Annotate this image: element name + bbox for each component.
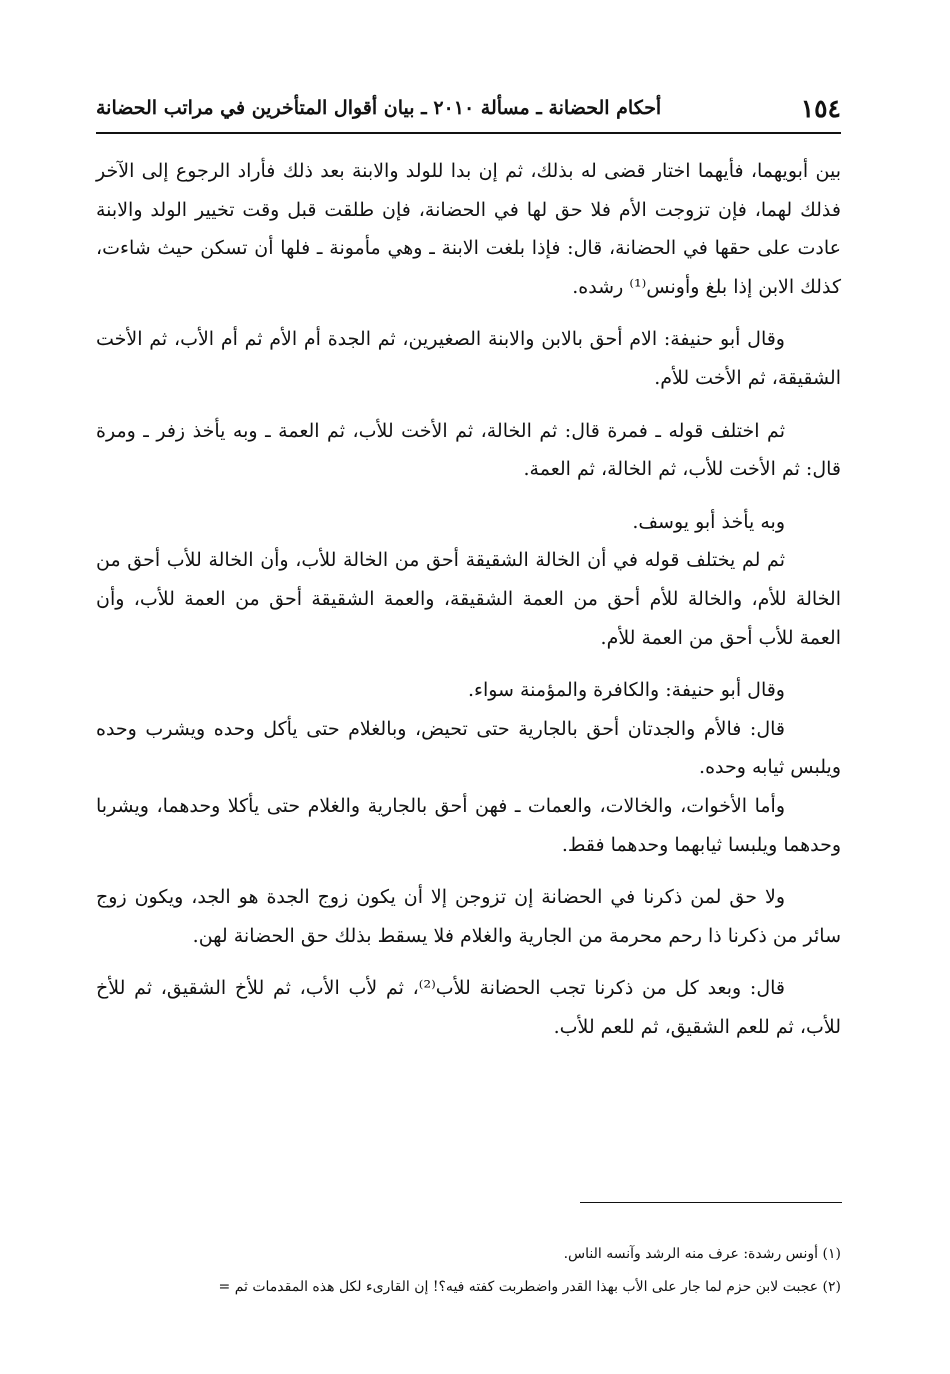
footnote-separator — [580, 1202, 842, 1203]
paragraph: وقال أبو حنيفة: والكافرة والمؤمنة سواء. — [467, 679, 785, 702]
running-title: أحكام الحضانة ـ مسألة ٢٠١٠ ـ بيان أقوال المتأخرين في مراتب الحضانة — [96, 97, 662, 119]
paragraph: وبه يأخذ أبو يوسف. — [632, 510, 785, 533]
main-text — [96, 152, 841, 1046]
paragraph: ولا حق لمن ذكرنا في الحضانة إن تزوجن إلا أن يكون زوج الجدة هو الجد، ويكون زوج سائر من ذكرنا ذا رحم محرمة من الجارية والغلام فلا يسقط بذلك حق الحضانة لهن. — [96, 886, 841, 947]
footnotes — [60, 1238, 841, 1304]
paragraph: وقال أبو حنيفة: الام أحق بالابن والابنة الصغيرين، ثم الجدة أم الأم ثم أم الأب، ثم الأخت الشقيقة، ثم الأخت للأم. — [96, 328, 841, 389]
paragraph: قال: وبعد كل من ذكرنا تجب الحضانة للأب⁽²⁾، ثم لأب الأب، ثم للأخ الشقيق، ثم للأخ للأب، ثم للعم الشقيق، ثم للعم للأب. — [96, 977, 841, 1038]
page-number: ١٥٤ — [800, 93, 841, 123]
header-rule — [96, 132, 841, 134]
footnote: (١) أونس رشدة: عرف منه الرشد وآنسه الناس. — [563, 1246, 841, 1262]
page-header — [96, 90, 841, 126]
paragraph: قال: فالأم والجدتان أحق بالجارية حتى تحيض، وبالغلام حتى يأكل وحده ويشرب وحده ويلبس ثيابه وحده. — [96, 717, 841, 779]
paragraph: وأما الأخوات، والخالات، والعمات ـ فهن أحق بالجارية والغلام حتى يأكلا وحدهما، ويشربا وحدهما ويلبسا ثيابهما وحدهما فقط. — [96, 794, 841, 856]
paragraph: ثم لم يختلف قوله في أن الخالة الشقيقة أحق من الخالة للأب، وأن الخالة للأب أحق من الخالة للأم، والخالة للأم أحق من العمة الشقيقة، والعمة الشقيقة أحق من العمة للأب، وأن العمة للأب أحق من العمة للأم. — [96, 549, 842, 649]
paragraph: بين أبويهما، فأيهما اختار قضى له بذلك، ثم إن بدا للولد والابنة بعد ذلك فأراد الرجوع إلى الآخر فذلك لهما، فإن تزوجت الأم فلا حق لها في الحضانة، فإن طلقت قبل وقت تخيير الولد والابنة عادت على حقها في الحضانة، قال: فإذا بلغت الابنة ـ وهي مأمونة ـ فلها أن تسكن حيث شاءت، كذلك الابن إذا بلغ وأونس⁽¹⁾ رشده. — [96, 160, 841, 298]
paragraph: ثم اختلف قوله ـ فمرة قال: ثم الخالة، ثم الأخت للأب، ثم العمة ـ وبه يأخذ زفر ـ ومرة قال: ثم الأخت للأب، ثم الخالة، ثم العمة. — [96, 419, 841, 481]
footnote: (٢) عجبت لابن حزم لما جار على الأب بهذا القدر واضطربت كفته فيه؟! إن القارىء لكل هذه المقدمات ثم = — [218, 1279, 841, 1295]
